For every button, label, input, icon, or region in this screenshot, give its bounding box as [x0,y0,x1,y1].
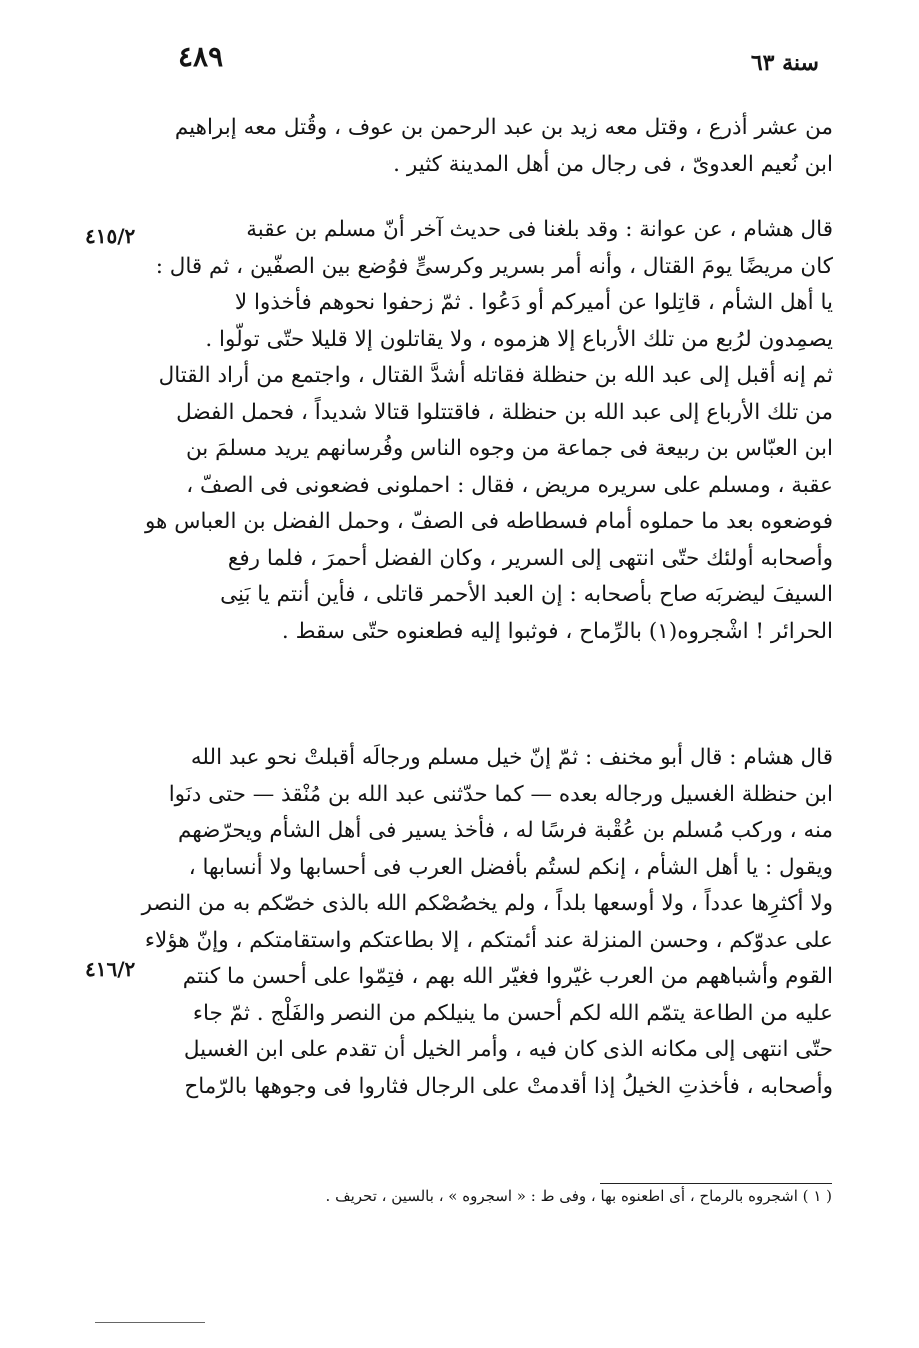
text-line: كان مريضًا يومَ القتال ، وأنه أمر بسرير وكرسىٍّ فوُضع بين الصفّين ، ثم قال : [155,253,833,279]
text-line: منه ، وركب مُسلم بن عُقْبة فرسًا له ، فأخذ يسير فى أهل الشأم ويحرّضهم [177,818,833,843]
text-line: على عدوّكم ، وحسن المنزلة عند أئمتكم ، إلا بطاعتكم واستقامتكم ، وإنّ هؤلاء [144,927,833,953]
text-line: وأصحابه أولئك حتّى انتهى إلى السرير ، وكان الفضل أحمرَ ، فلما رفع [227,545,833,571]
bottom-rule [95,1322,205,1323]
text-line: السيفَ ليضربَه صاح بأصحابه : إن العبد الأحمر قاتلى ، فأين أنتم يا بَنِى [220,582,833,607]
page-number: ٤٨٩ [178,40,224,73]
text-line: ثم إنه أقبل إلى عبد الله بن حنظلة فقاتله أشدَّ القتال ، واجتمع من أراد القتال [158,363,833,388]
text-line: يصمِدون لرُبع من تلك الأرباع إلا هزموه ، ولا يقاتلون إلا قليلا حتّى تولّوا . [205,326,833,352]
text-line: يا أهل الشأم ، قاتِلوا عن أميركم أو دَعُوا . ثمّ زحفوا نحوهم فأخذوا لا [234,290,833,315]
text-line: القوم وأشباههم من العرب غيّروا فغيّر الله بهم ، فتِمّوا على أحسن ما كنتم [182,964,833,989]
text-line: عليه من الطاعة يتمّم الله لكم أحسن ما ينيلكم من النصر والفَلْج . ثمّ جاء [192,1000,833,1026]
text-line: ابن حنظلة الغسيل ورجاله بعده — كما حدّثنى عبد الله بن مُنْقذ — حتى دنَوا [168,781,833,807]
paragraph-2 [115,212,833,650]
text-line: قال هشام : قال أبو مخنف : ثمّ إنّ خيل مسلم ورجالَه أقبلتْ نحو عبد الله [190,745,833,770]
text-line: عقبة ، ومسلم على سريره مريض ، فقال : احملونى فضعونى فى الصفّ ، [186,472,833,498]
margin-reference: ٤١٦/٢ [85,957,136,981]
paragraph-3 [115,740,833,1105]
margin-reference: ٤١٥/٢ [85,224,136,248]
text-line: فوضعوه بعد ما حملوه أمام فسطاطه فى الصفّ ، وحمل الفضل بن العباس هو [144,509,833,534]
text-line: ابن نُعيم العدوىّ ، فى رجال من أهل المدينة كثير . [393,151,833,177]
text-line: قال هشام ، عن عوانة : وقد بلغنا فى حديث آخر أنّ مسلم بن عقبة [246,217,833,242]
footnote: ( ١ ) اشجروه بالرماح ، أى اطعنوه بها ، وفى ط : « اسجروه » ، بالسين ، تحريف . [325,1187,832,1205]
text-line: وأصحابه ، فأخذتِ الخيلُ إذا أقدمتْ على الرجال فثاروا فى وجوهها بالرّماح [184,1073,833,1099]
footnote-rule [600,1183,832,1184]
text-line: ولا أكثرِها عدداً ، ولا أوسعها بلداً ، ولم يخصُصْكم الله بالذى خصّكم به من النصر [141,891,833,916]
paragraph-1 [115,110,833,183]
text-line: من تلك الأرباع إلى عبد الله بن حنظلة ، فاقتتلوا قتالا شديداً ، فحمل الفضل [176,399,833,425]
text-line: ويقول : يا أهل الشأم ، إنكم لستُم بأفضل العرب فى أحسابها ولا أنسابها ، [188,854,833,880]
text-line: ابن العبّاس بن ربيعة فى جماعة من وجوه الناس وفُرسانهم يريد مسلمَ بن [185,436,833,461]
text-line: الحرائر ! اشْجروه(١) بالرِّماح ، فوثبوا إليه فطعنوه حتّى سقط . [281,618,833,644]
running-head-year: سنة ٦٣ [750,50,819,76]
text-line: من عشر أذرع ، وقتل معه زيد بن عبد الرحمن بن عوف ، وقُتل معه إبراهيم [174,115,833,140]
text-line: حتّى انتهى إلى مكانه الذى كان فيه ، وأمر الخيل أن تقدم على ابن الغسيل [183,1037,833,1062]
